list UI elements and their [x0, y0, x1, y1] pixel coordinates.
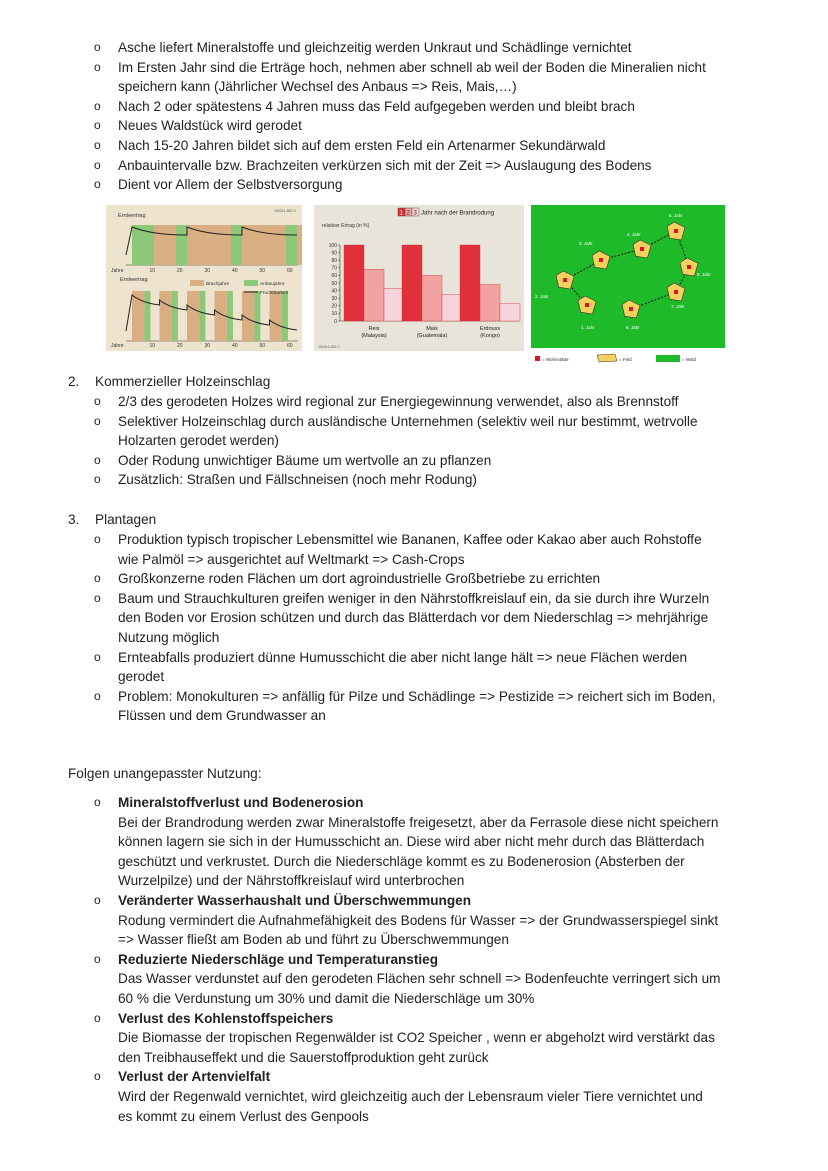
category-label: (Malaysia): [361, 333, 387, 339]
list-item-line: Neues Waldstück wird gerodet: [118, 118, 302, 134]
folgen-item-line: Wird der Regenwald vernichtet, wird gleichzeitig auch der Lebensraum vieler Tiere vernichtet und: [118, 1089, 703, 1104]
legend-year-1: 1: [399, 210, 403, 217]
section-2-heading: Kommerzieller Holzeinschlag: [95, 374, 271, 389]
fig1-tick-label-top: 60: [287, 268, 293, 274]
list-item-line: Ernteabfalls produziert dünne Humusschicht die aber nicht lange hält => neue Flächen werden: [118, 649, 688, 665]
list-item-line: Dient vor Allem der Selbstversorgung: [118, 177, 343, 193]
y-tick-label: 40: [331, 288, 337, 295]
legend-wohnstaette: = Wohnstätte: [542, 357, 569, 362]
dwelling-marker: [629, 307, 633, 311]
bullet-marker: o: [94, 98, 101, 113]
y-tick-label: 100: [328, 242, 337, 249]
list-item-line: Asche liefert Mineralstoffe und gleichzeitig werden Unkraut und Schädlinge vernichtet: [118, 40, 632, 55]
folgen-item-line: es kommt zu einem Verlust des Genpools: [118, 1108, 369, 1124]
folgen-item-line: den Treibhauseffekt und die Sauerstoffproduktion geht zurück: [118, 1049, 489, 1065]
folgen-item-title: Reduzierte Niederschläge und Temperaturanstieg: [118, 951, 439, 967]
year-label: 6. Jahr: [626, 325, 640, 330]
dwelling-marker: [687, 265, 691, 269]
bar: [480, 285, 500, 321]
y-tick-label: 60: [331, 273, 337, 280]
legend-wohnstaette-swatch: [535, 356, 540, 361]
dwelling-marker: [640, 247, 644, 251]
fig1-bottom-label: Ernteertrag: [120, 277, 148, 283]
bar: [422, 275, 442, 321]
fig1-anbau-area: [199, 291, 205, 341]
fig1-anbau-area: [176, 225, 187, 265]
bullet-marker: o: [94, 571, 101, 586]
bullet-marker: o: [94, 40, 101, 54]
fig1-tick-label-bottom: 30: [204, 343, 211, 349]
folgen-item-title: Verlust der Artenvielfalt: [118, 1069, 271, 1085]
list-item-line: Nach 2 oder spätestens 4 Jahren muss das Feld aufgegeben werden und bleibt brach: [118, 98, 635, 114]
fig1-tick-label-top: 20: [177, 268, 183, 274]
bullet-marker: o: [94, 413, 101, 428]
fig1-brach-area: [187, 225, 231, 265]
fig1-brach-area: [187, 291, 199, 341]
y-tick-label: 10: [331, 311, 337, 318]
section-3-number: 3.: [68, 512, 80, 527]
fig1-tick-label-top: 50: [259, 268, 266, 274]
year-label: 2. Jahr: [535, 294, 549, 299]
fig1-anbau-area: [172, 291, 178, 341]
bullet-marker: o: [94, 590, 101, 605]
bullet-marker: o: [94, 472, 101, 487]
bullet-marker: o: [94, 118, 101, 133]
folgen-item-line: Das Wasser verdunstet auf den gerodeten Flächen sehr schnell => Bodenfeuchte verringert sich um: [118, 971, 721, 987]
fig1-tick-label-bottom: 20: [177, 343, 183, 349]
fig1-brach-area: [160, 291, 172, 341]
fig1-tick-label-top: 40: [232, 268, 238, 274]
folgen-item-title: Veränderter Wasserhaushalt und Überschwemmungen: [118, 893, 472, 908]
bar: [344, 245, 364, 321]
bullet-marker: o: [94, 795, 101, 809]
fig1-tick-label-bottom: 40: [232, 343, 238, 349]
category-label: Reis: [368, 326, 380, 332]
dwelling-marker: [585, 303, 589, 307]
fig1-top-label: Ernteertrag: [118, 213, 146, 219]
bar: [402, 245, 422, 321]
y-tick-label: 80: [331, 258, 337, 264]
y-tick-label: 20: [331, 303, 337, 310]
folgen-item-title: Verlust des Kohlenstoffspeichers: [118, 1010, 334, 1026]
legend-feld-swatch: [597, 354, 617, 362]
list-item-line: Flüssen und dem Grundwasser an: [118, 708, 326, 724]
bar: [500, 304, 520, 321]
bullet-marker: o: [94, 1069, 101, 1084]
y-tick-label: 50: [331, 280, 337, 287]
legend-fruchtbarkeit: Fruchtbarkeit: [260, 291, 288, 296]
folgen-item-line: Rodung vermindert die Aufnahmefähigkeit des Bodens für Wasser => der Grundwasserspiegel sinkt: [118, 912, 719, 928]
fig2-code: 100011-652-2: [318, 345, 340, 349]
fig1-anbau-area: [282, 291, 288, 341]
folgen-item-line: geschützt und verkrustet. Durch die Niederschläge kommt es zu Bodenerosion (Absterben der: [118, 853, 685, 869]
bullet-marker: o: [94, 157, 101, 172]
legend-anbaujahre-swatch: [244, 280, 258, 286]
legend-year-3: 3: [413, 210, 417, 217]
legend-feld: = Feld: [619, 357, 632, 362]
folgen-item-line: => Wasser fließt am Boden ab und führt zu Überschwemmungen: [118, 932, 509, 948]
folgen-item-line: 60 % die Verdunstung um 30% und damit die Niederschläge um 30%: [118, 991, 535, 1006]
bar: [460, 245, 480, 321]
list-item-line: Selektiver Holzeinschlag durch ausländische Unternehmen (selektiv weil nur bestimmt, wetrvolle: [118, 413, 698, 429]
list-item-line: den Boden vor Erosion schützen und durch das Blätterdach vor dem Niederschlag => mehrjährige: [118, 610, 709, 626]
fig1-code: 100011-652-3: [274, 209, 296, 213]
y-tick-label: 30: [331, 296, 337, 302]
bar: [442, 294, 462, 321]
year-label: 3. Jahr: [579, 241, 593, 246]
fig1-x-label-top: Jahre: [111, 268, 124, 274]
y-tick-label: 0: [334, 318, 337, 325]
section-2-number: 2.: [68, 374, 80, 389]
dwelling-marker: [599, 258, 603, 262]
cultivation-map: [531, 205, 725, 365]
chart-title: Jahr nach der Brandrodung: [421, 210, 495, 217]
fig1-anbau-area: [254, 291, 260, 341]
folgen-item-line: können lagern sie sich in der Humusschicht an. Diese wird aber nicht mehr durch das Blätterdach: [118, 834, 705, 850]
figure-shifting-cultivation-map: [531, 205, 725, 365]
bullet-marker: o: [94, 688, 101, 703]
list-item-line: Problem: Monokulturen => anfällig für Pilze und Schädlinge => Pestizide => reichert sich im Boden,: [118, 688, 716, 704]
y-axis-label: relativer Ertrag (in %): [322, 223, 370, 229]
year-label: 8. Jahr: [697, 272, 711, 277]
fig1-brach-area: [270, 291, 282, 341]
list-item-line: Nach 15-20 Jahren bildet sich auf dem ersten Feld ein Artenarmer Sekundärwald: [118, 138, 606, 153]
category-label: Mais: [426, 326, 438, 332]
list-item-line: Anbauintervalle bzw. Brachzeiten verkürzen sich mit der Zeit => Auslaugung des Bodens: [118, 157, 652, 173]
legend-brachjahre-swatch: [190, 280, 204, 286]
list-item-line: wie Palmöl => ausgerichtet auf Weltmarkt => Cash-Crops: [118, 551, 465, 567]
list-item-line: Produktion typisch tropischer Lebensmittel wie Bananen, Kaffee oder Kakao aber auch Rohstoffe: [118, 532, 702, 547]
bullet-marker: o: [94, 1010, 101, 1025]
bullet-marker: o: [94, 893, 101, 907]
fig1-brach-area: [242, 225, 286, 265]
folgen-item-line: Bei der Brandrodung werden zwar Mineralstoffe freigesetzt, aber da Ferrasole diese nicht speichern: [118, 814, 719, 830]
category-label: Erdnuss: [479, 326, 501, 332]
list-item-line: Holzarten gerodet werden): [118, 433, 279, 449]
yield-cycle-graph: [106, 205, 302, 351]
fig1-tick-label-bottom: 10: [149, 343, 156, 349]
fig1-tick-label-top: 30: [204, 268, 211, 274]
bar: [384, 288, 404, 321]
bullet-marker: o: [94, 59, 101, 74]
fig1-brach-area: [154, 225, 176, 265]
bullet-marker: o: [94, 177, 101, 192]
y-tick-label: 70: [331, 265, 337, 272]
section-3-heading: Plantagen: [95, 512, 157, 527]
legend-anbaujahre: Anbaujahre: [260, 282, 285, 287]
folgen-item-line: Wurzelpilze) und der Nährstoffkreislauf wird unterbrochen: [118, 873, 465, 889]
fig1-anbau-area: [286, 225, 297, 265]
list-item-line: Nutzung möglich: [118, 630, 220, 645]
folgen-item-line: Die Biomasse der tropischen Regenwälder ist CO2 Speicher , wenn er abgeholzt wird verstärkt das: [118, 1030, 715, 1046]
list-item-line: 2/3 des gerodeten Holzes wird regional zur Energiegewinnung verwendet, also als Brennstoff: [118, 394, 679, 409]
category-label: (Kongo): [480, 333, 500, 339]
fig1-anbau-area: [227, 291, 233, 341]
fig1-tick-label-bottom: 50: [259, 343, 266, 349]
bullet-marker: o: [94, 138, 101, 152]
fig1-x-label-bottom: Jahre: [111, 343, 124, 349]
legend-wald: = Wald: [682, 357, 696, 362]
fig1-tick-label-bottom: 60: [287, 343, 293, 349]
fig1-tick-label-top: 10: [149, 268, 156, 274]
dwelling-marker: [674, 229, 678, 233]
list-item-line: Zusätzlich: Straßen und Fällschneisen (noch mehr Rodung): [118, 472, 477, 488]
fig1-anbau-area: [231, 225, 242, 265]
dwelling-marker: [674, 290, 678, 294]
year-label: 7. Jahr: [671, 304, 685, 309]
category-label: (Guatemala): [416, 333, 448, 339]
folgen-item-title: Mineralstoffverlust und Bodenerosion: [118, 795, 364, 810]
y-tick-label: 90: [331, 250, 337, 257]
legend-brachjahre: Brachjahre: [206, 282, 230, 287]
bullet-marker: o: [94, 649, 101, 664]
fig1-brach-area: [297, 225, 302, 265]
folgen-heading: Folgen unangepasster Nutzung:: [68, 766, 262, 781]
fig1-anbau-area: [144, 291, 150, 341]
figure-yield-cycle: [106, 205, 302, 351]
figure-yield-bar-chart: [314, 205, 524, 351]
bullet-marker: o: [94, 951, 101, 966]
bullet-marker: o: [94, 452, 101, 467]
list-item-line: gerodet: [118, 669, 165, 685]
bar-chart: [314, 205, 524, 351]
dwelling-marker: [563, 278, 567, 282]
bullet-marker: o: [94, 532, 101, 546]
list-item-line: Im Ersten Jahr sind die Erträge hoch, nehmen aber schnell ab weil der Boden die Mineralien nicht: [118, 59, 706, 75]
bar: [364, 269, 384, 321]
list-item-line: Oder Rodung unwichtiger Bäume um wertvolle an zu pflanzen: [118, 452, 492, 468]
list-item-line: speichern kann (Jährlicher Wechsel des Anbaus => Reis, Mais,…): [118, 79, 517, 95]
list-item-line: Großkonzerne roden Flächen um dort agroindustrielle Großbetriebe zu errichten: [118, 571, 601, 587]
year-label: 1. Jahr: [581, 325, 595, 330]
list-item-line: Baum und Strauchkulturen greifen weniger in den Nährstoffkreislauf ein, da sie durch ihre Wurzeln: [118, 590, 710, 606]
legend-wald-swatch: [656, 355, 680, 362]
year-label: 5. Jahr: [669, 213, 683, 218]
legend-year-2: 2: [406, 210, 410, 217]
year-label: 4. Jahr: [627, 232, 641, 237]
bullet-marker: o: [94, 394, 101, 408]
